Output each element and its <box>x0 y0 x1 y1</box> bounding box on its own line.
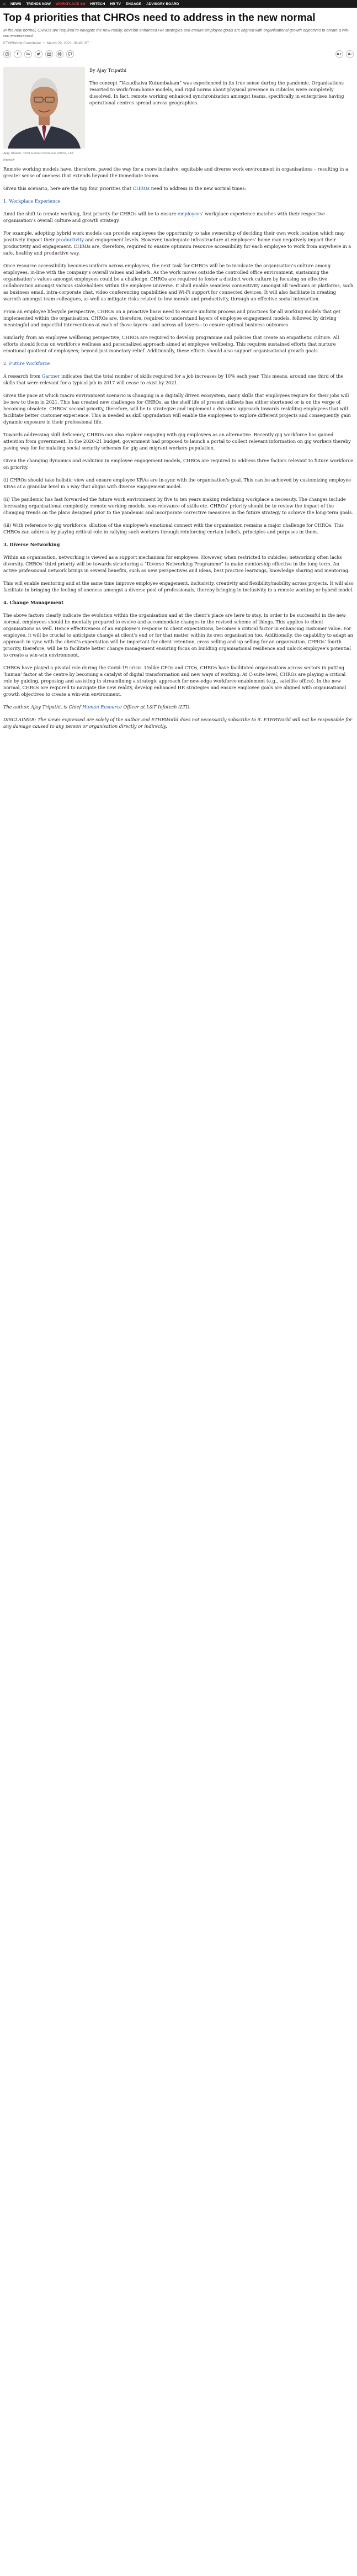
nav-item-workplace[interactable]: WORKPLACE 4.0 <box>55 2 86 6</box>
employees-link[interactable]: employees <box>178 211 202 216</box>
paragraph-similarly: Similarly, from an employee wellbeing perspective, CHROs are required to develop programme and policies that create an empathetic culture. All efforts should focus on workforce wellness and personalized approach aimed at employee wellbeing. This requires sustained efforts that nurture emotional quotient of employees; beyond just monetary relief. Additionally, these efforts should also support organisational growth goals. <box>3 335 339 353</box>
text-run: and engagement levels. However, inadequate infrastructure at employees’ home may negatively impact their productivity and engagement. CHROs are, therefore, required to ensure optimum resource accessibility for each employee to work from anywhere in a safe, healthy and productive way. <box>3 237 351 256</box>
human-resource-link[interactable]: Human Resource <box>82 704 122 710</box>
top-nav <box>0 0 357 8</box>
paragraph-pace: Given the pace at which macro environment scenario is changing in a digitally driven ecosystem, many skills that employees require for their jobs will be new to them in 2021. This has created new challenges for CHROs, as the shelf life of present skillsets has either shortened or is on the verge of becoming obsolete. CHROs’ second priority, therefore, will be to strategize and implement a dynamic approach towards reskilling employees that will facilitate better customer experience. This is needed as skill upgradation will enable the employees to explore different projects and consequently gain dynamic exposure in their professional life. <box>3 393 351 425</box>
article-body <box>3 67 354 729</box>
linkedin-icon[interactable]: in <box>24 50 32 58</box>
heading-change-management <box>3 599 354 606</box>
text-run: Officer at L&T Infotech (LTI). <box>121 704 191 710</box>
paragraph-enable: This will enable mentoring and at the same time improve employee engagement, inclusivity, creativity and flexibility/mobility across projects. It will also facilitate in bringing the feeling of oneness amongst a diverse pool of professionals, thereby bringing in inclusivity in a remote working or hybrid model. <box>3 580 354 593</box>
comment-icon[interactable] <box>66 50 74 58</box>
text-run: Given this scenario, here are the top four priorities that <box>3 186 133 191</box>
twitter-icon[interactable] <box>35 50 42 58</box>
heading-workplace-experience <box>3 198 354 204</box>
heading-text: Workplace Experience <box>9 198 61 204</box>
author-note <box>3 703 354 710</box>
facebook-icon[interactable]: f <box>14 50 22 58</box>
paragraph-within: Within an organisation, networking is viewed as a support mechanism for employees. However, when restricted to cubicles; networking often lacks diversity. CHROs’ third priority will be towards structuring a “Diverse Networking Programme” to make mentorship effective in the long term. An active professional network brings in several benefits, such as new perspectives and ideas, best practice learnings, knowledge sharing and mentoring. <box>3 554 350 573</box>
byline-date: March 29, 2021, 06:45 IST <box>46 41 89 45</box>
chros-link[interactable]: CHROs <box>132 186 150 191</box>
nav-item-news[interactable]: NEWS <box>10 2 22 6</box>
text-run: For example, adopting hybrid work models can provide employees the opportunity to take ownership of deciding their own work location which may positively impact their <box>3 230 345 242</box>
article-summary: In the new normal, CHROs are required to navigate the new reality, develop enhanced HR strategies and ensure employee goals are aligned with organisational growth objectives to create a win-win environment. <box>3 28 350 38</box>
text-run: The author, Ajay Tripathi, is Chief <box>3 704 83 710</box>
paragraph-factor-iii: (iii) With reference to gig workforce, dilution of the employee’s emotional connect with the organisation remains a major challenge for CHROs. This CHROs can address by playing critical role in rallying such workers through reinforcing certain beliefs, principles and purposes in them. <box>3 522 344 535</box>
text-run: Amid the shift to remote working, first priority for CHROs will be to ensure <box>3 211 178 216</box>
disclaimer: DISCLAIMER: The views expressed are solely of the author and ETHRWorld does not necessarily subscribe to it. ETHRWorld will not be responsible for any damage caused to any person or organisation directly or indirectly. <box>3 717 353 729</box>
nav-item-advisory-board[interactable]: ADVISORY BOARD <box>146 2 179 6</box>
paragraph-given-scenario <box>3 185 354 192</box>
clock-icon <box>3 50 11 58</box>
article-container <box>0 12 357 729</box>
heading-text: Diverse Networking <box>9 542 60 547</box>
byline <box>3 41 354 45</box>
print-icon[interactable] <box>56 50 63 58</box>
text-run: indicates that the total number of skills required for a job increases by 10% each year. This means, around one third of the skills that were relevant for a typical job in 2017 will cease to exist by 2021. <box>3 373 344 385</box>
paragraph-changing-dynamics: Given the changing dynamics and evolution in employee engagement models, CHROs are required to address three factors relevant to future workforce on priority. <box>3 458 354 470</box>
email-icon[interactable] <box>45 50 53 58</box>
heading-text: Change Management <box>9 600 64 605</box>
nav-item-hrtech[interactable]: HRTECH <box>90 2 105 6</box>
paragraph-factor-i: (i) CHROs should take holistic view and ensure employee KRAs are in-sync with the organisation’s goal. This can be achieved by customizing employee KRAs at a granular level in a way that aligns with diverse engagement model. <box>3 477 351 489</box>
heading-future-workforce <box>3 360 354 367</box>
intro-paragraph: The concept “Vasudhaiva Kutumbakam” was experienced in its true sense during the pandemic. Organisations resorted to work-from-home models, and rigid norms about physical presence in cubicles were completely dissolved. In fact, remote working enhanced synchronization amongst teams, specifically in enterprises having operational centres spread across geographies. <box>89 80 344 105</box>
author-line: By Ajay Tripathi <box>89 67 127 73</box>
paragraph-amid-shift <box>3 210 354 224</box>
text-run: ’ workplace experience matches with their respective organisation’s overall culture and growth strategy. <box>3 211 325 223</box>
nav-item-engage[interactable]: ENGAGE <box>125 2 142 6</box>
paragraph-towards: Towards addressing skill deficiency, CHROs can also explore engaging with gig employees as an alternative. Recently gig workforce has gained attention from government. In the 2020-21 budget, government had proposed to launch a portal to collect relevant information on gig workers thereby paving way for formulating social security schemes for gig and migrant workers population. <box>3 432 351 451</box>
paragraph-lifecycle: From an employee lifecycle perspective, CHROs on a proactive basis need to ensure uniform process and practices for all working models that get implemented within the organisation. CHROs are, therefore, required to understand layers of employee engagement models, followed by driving meaningful and impactful interventions at each of those layers—and across all layers—to ensure optimal business outcomes. <box>3 309 340 327</box>
byline-separator: • <box>43 41 45 45</box>
paragraph-above-factors: The above factors clearly indicate the evolution within the organisation and at the client’s place are here to stay. In order to be successful in the new normal, employees should be mentally prepared to evolve and accommodate changes in the revised scheme of things. This applies to client organisations as well. Hence effectiveness of an employee’s response to client expectations, becomes a critical factor in enhancing customer value. For employee, it will be crucial to anticipate change at client’s end or for that matter within its own organisation too. Additionally, the capability to adapt an approach in sync with the client’s expectation will be important for client retention, cross selling and up selling for an organisation. CHROs’ fourth priority, therefore, will be to facilitate better change management ensuring focus on building organisational resilience and unlock employee’s potential to create a win-win environment. <box>3 612 353 658</box>
photo-caption: Ajay Tripathi, Chief Human Resource Officer, L&T Infotech <box>3 152 74 162</box>
paragraph-factor-ii: (ii) The pandemic has fast forwarded the future work environment by five to ten years making redefining workplace a necessity. The changes include increasing organisational complexity, remote working models, non-relevance of skills etc. CHROs’ priority should be to review the impact of the changing trends on the plans designed prior to the pandemic and incorporate corrective measures in the future strategy to achieve the long-term goals. <box>3 496 353 515</box>
byline-author[interactable]: ETHRWorld Contributor <box>3 41 41 45</box>
heading-number: 2. <box>3 361 9 366</box>
paragraph-remote-working: Remote working models have, therefore, paved the way for a more inclusive, equitable and diverse work environment in organisations – resulting in a greater sense of oneness that extends beyond the immediate teams. <box>3 166 348 178</box>
paragraph-for-example <box>3 230 354 256</box>
article-title: Top 4 priorities that CHROs need to address in the new normal <box>3 12 316 24</box>
share-bar <box>3 50 354 58</box>
heading-text: Future Workforce <box>9 361 50 366</box>
nav-item-hrtv[interactable]: HR TV <box>110 2 121 6</box>
author-photo <box>3 67 85 149</box>
text-run: need to address in the new normal times: <box>150 186 247 191</box>
heading-number: 1. <box>3 198 9 204</box>
nav-item-trends-now[interactable]: TRENDS NOW <box>26 2 51 6</box>
paragraph-once-resource: Once resource accessibility becomes uniform across employees, the next task for CHROs will be to inculcate the organisation’s culture among employees, in-line with the company’s overall values and beliefs. As the work moves outside the controlled office environment, sustaining the organisation’s values amongst employees could be a challenge. CHROs are required to foster a distinct work culture by focusing on effective collaboration amongst various stakeholders within the employee universe. It shall enable seamless connectivity amongst all mediums or platforms, such as business email, intra-corporate chat, video conferencing capabilities and Wi-Fi support for connected devices. It will also facilitate in creating warmth amongst team colleagues, as well as mitigate risks related to low morale and productivity, through an effective social interaction. <box>3 263 354 301</box>
text-run: A research from <box>3 373 42 379</box>
font-increase-button[interactable]: A+ <box>335 50 343 58</box>
productivity-link[interactable]: productivity <box>56 237 84 242</box>
heading-number: 3. <box>3 542 10 547</box>
gartner-link[interactable]: Gartner <box>41 373 60 379</box>
paragraph-research <box>3 373 354 386</box>
font-decrease-button[interactable]: A- <box>346 50 354 58</box>
author-photo-figure <box>3 67 85 163</box>
heading-diverse-networking <box>3 541 354 548</box>
paragraph-pivotal: CHROs have played a pivotal role during the Covid-19 crisis. Unlike CFOs and CTOs, CHROs have facilitated organisations across sectors in putting ‘human’ factor at the centre by becoming a catalyst of digital transformation and new ways of working. At C-suite level, CHROs are playing a critical role by guiding, proposing and assisting in streamlining a strategic approach for new-edge workforce enablement (e.g., satellite office). In the new normal, CHROs are required to navigate the new reality, develop enhanced HR strategies and ensure employee goals are aligned with organisational growth objectives to create a win-win environment. <box>3 665 347 697</box>
heading-number: 4. <box>3 600 10 605</box>
nav-home-icon[interactable]: ⌂ <box>3 2 6 6</box>
